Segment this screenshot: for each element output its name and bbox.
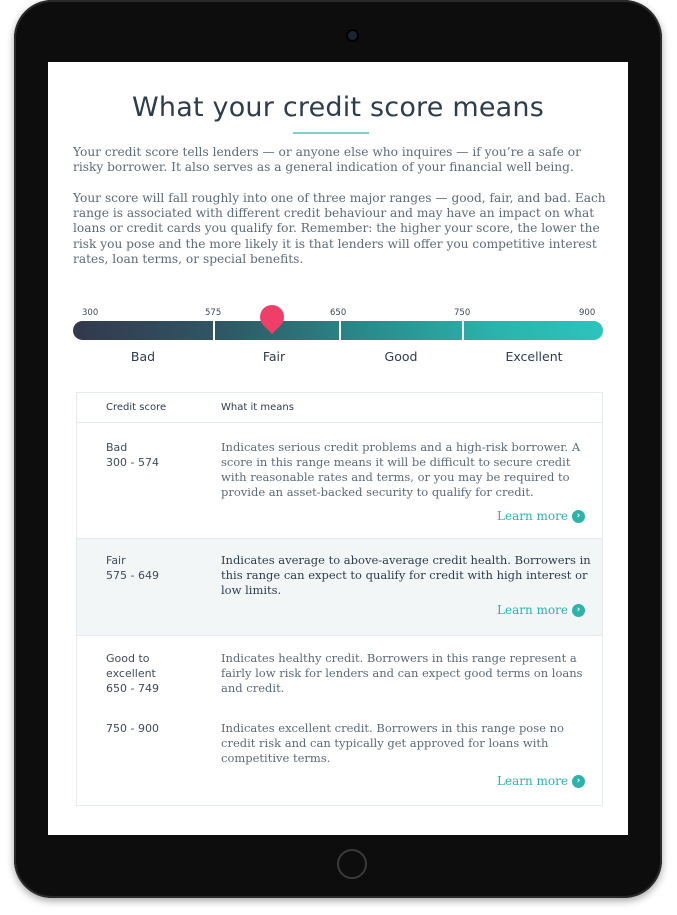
range-label-fair: Fair — [262, 349, 286, 364]
details-paragraph: Your score will fall roughly into one of three major ranges — good, fair, and bad. Each range is associated with different credit behaviour and may have an impact on what loans or credit cards you qualify for. Remember: the higher your score, the lower the risk you pose and the more likely it is that lenders will offer you competitive interest rates, loan terms, or special benefits. — [73, 191, 606, 266]
intro-paragraph: Your credit score tells lenders — or anyone else who inquires — if you’re a safe or risky borrower. It also serves as a general indication of your financial well being. — [73, 145, 581, 175]
home-button[interactable] — [337, 849, 367, 879]
chevron-right-circle-icon: › — [572, 604, 585, 617]
title-underline — [293, 132, 369, 134]
row-divider — [77, 635, 602, 636]
page-title: What your credit score means — [132, 92, 544, 123]
credit-score-scale — [73, 302, 603, 362]
row-score-good: Good to excellent 650 - 749 — [106, 652, 159, 695]
learn-more-bad-link[interactable] — [497, 509, 585, 523]
chevron-right-circle-icon: › — [572, 510, 585, 523]
learn-more-fair-link[interactable] — [497, 603, 585, 617]
credit-score-table — [76, 392, 603, 806]
column-header-meaning: What it means — [221, 402, 294, 413]
scale-tick: 300 — [82, 308, 99, 318]
row-score-fair: Fair 575 - 649 — [106, 554, 159, 582]
row-meaning-bad: Indicates serious credit problems and a high-risk borrower. A score in this range means it will be difficult to secure credit with reasonable rates and terms, or you may be required to provide an asset-backed security to qualify for credit. — [221, 440, 581, 499]
learn-more-label: Learn more — [497, 603, 568, 617]
row-meaning-good: Indicates healthy credit. Borrowers in this range represent a fairly low risk for lenders and can expect good terms on loans and credit. — [221, 651, 583, 695]
range-divider — [339, 321, 341, 340]
header-divider — [77, 422, 602, 423]
score-gradient-bar — [73, 321, 603, 340]
learn-more-label: Learn more — [497, 774, 568, 788]
range-label-good: Good — [384, 349, 418, 364]
row-score-excellent: 750 - 900 — [106, 722, 159, 735]
scale-tick: 575 — [205, 308, 222, 318]
scale-tick: 650 — [330, 308, 347, 318]
row-meaning-fair: Indicates average to above-average credit health. Borrowers in this range can expect to qualify for credit with high interest or low limits. — [221, 553, 591, 597]
camera-icon — [348, 31, 357, 40]
scale-tick: 750 — [454, 308, 471, 318]
row-meaning-excellent: Indicates excellent credit. Borrowers in this range pose no credit risk and can typically get approved for loans with competitive terms. — [221, 721, 564, 765]
row-score-bad: Bad 300 - 574 — [106, 441, 159, 469]
chevron-right-circle-icon: › — [572, 775, 585, 788]
scale-tick: 900 — [579, 308, 596, 318]
range-divider — [213, 321, 215, 340]
learn-more-good-link[interactable] — [497, 774, 585, 788]
row-divider — [77, 538, 602, 539]
range-divider — [462, 321, 464, 340]
range-label-excellent: Excellent — [505, 349, 563, 364]
learn-more-label: Learn more — [497, 509, 568, 523]
column-header-score: Credit score — [106, 402, 167, 413]
screen — [48, 62, 628, 835]
range-label-bad: Bad — [130, 349, 156, 364]
